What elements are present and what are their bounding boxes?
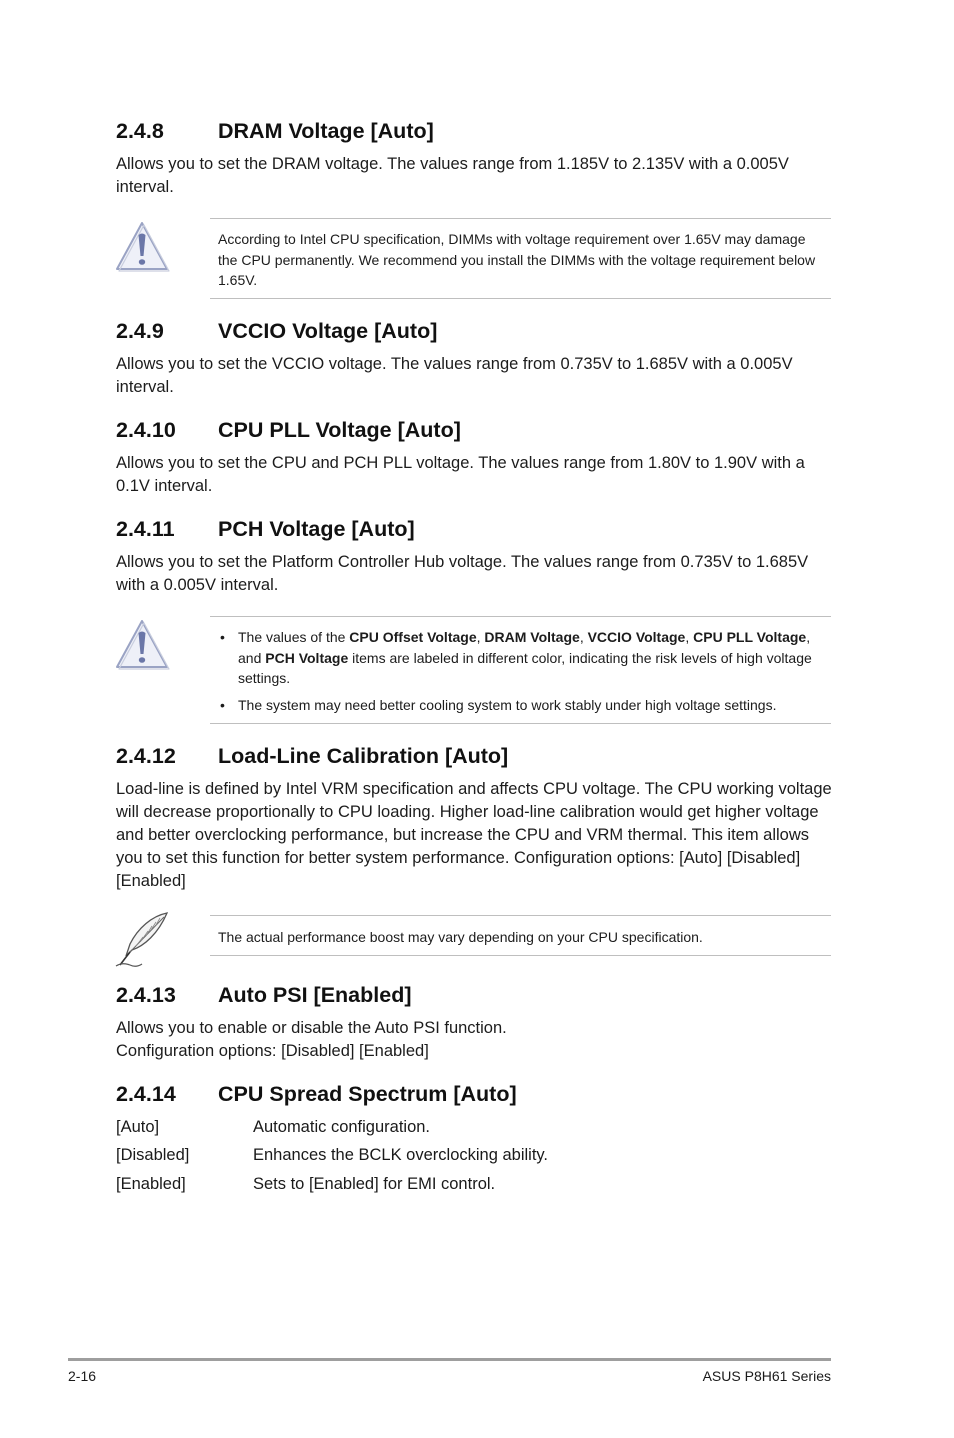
section-body — [116, 452, 832, 498]
note-top-rule — [210, 616, 831, 617]
caution-note — [218, 229, 828, 291]
section-title: PCH Voltage [Auto] — [218, 517, 415, 541]
bold-term: CPU PLL Voltage — [693, 629, 807, 645]
warning-icon — [114, 617, 170, 673]
section-title: DRAM Voltage [Auto] — [218, 119, 434, 143]
section-title: VCCIO Voltage [Auto] — [218, 319, 438, 343]
option-row — [116, 1173, 495, 1196]
section-heading-2-4-10 — [116, 418, 461, 443]
option-desc: Enhances the BCLK overclocking ability. — [253, 1146, 549, 1164]
warning-icon — [114, 219, 170, 275]
section-body — [116, 353, 832, 399]
section-title: CPU PLL Voltage [Auto] — [218, 418, 461, 442]
bullet: • — [220, 629, 225, 645]
list-item — [218, 695, 828, 716]
paragraph: Allows you to set the Platform Controller Hub voltage. The values range from 0.735V to 1.685V with a 0.005V interval. — [116, 553, 809, 594]
paragraph: Allows you to set the DRAM voltage. The values range from 1.185V to 2.135V with a 0.005V interval. — [116, 155, 789, 196]
text: , — [579, 629, 588, 645]
option-key: [Enabled] — [116, 1175, 186, 1193]
page-number: 2-16 — [68, 1368, 97, 1384]
paragraph: Allows you to set the CPU and PCH PLL voltage. The values range from 1.80V to 1.90V with a 0.1V interval. — [116, 454, 805, 495]
section-number: 2.4.14 — [116, 1082, 176, 1106]
section-number: 2.4.9 — [116, 319, 164, 343]
note-bottom-rule — [210, 955, 831, 956]
caution-text: According to Intel CPU specification, DIMMs with voltage requirement over 1.65V may damage the CPU permanently. We recommend you install the DIMMs with the voltage requirement below 1.65V. — [218, 231, 816, 288]
bold-term: PCH Voltage — [265, 649, 349, 666]
note-text: The actual performance boost may vary depending on your CPU specification. — [218, 929, 703, 945]
section-body — [116, 153, 832, 199]
section-number: 2.4.10 — [116, 418, 176, 442]
section-body — [116, 1017, 832, 1063]
paragraph: Allows you to set the VCCIO voltage. The values range from 0.735V to 1.685V with a 0.005V interval. — [116, 355, 793, 396]
bold-term: DRAM Voltage — [484, 629, 580, 645]
option-key: [Disabled] — [116, 1146, 190, 1164]
bullet: • — [220, 696, 225, 713]
text: , and — [238, 629, 811, 666]
section-heading-2-4-11 — [116, 517, 415, 542]
text: , — [476, 629, 485, 645]
paragraph: Allows you to enable or disable the Auto PSI function. — [116, 1019, 507, 1037]
caution-note — [218, 627, 828, 715]
note-top-rule — [210, 915, 831, 916]
option-key: [Auto] — [116, 1118, 160, 1136]
option-desc: Automatic configuration. — [253, 1118, 431, 1136]
section-title: Auto PSI [Enabled] — [218, 983, 412, 1007]
paragraph: Load-line is defined by Intel VRM specification and affects CPU voltage. The CPU working voltage will decrease proportionally to CPU loading. Higher load-line calibration would get higher voltage and better overclocking performance, but increase the CPU and VRM thermal. This item allows you to set this function for better system performance. Configuration options: [Auto] [Disabled] [Enabled] — [116, 780, 832, 890]
section-number: 2.4.13 — [116, 983, 176, 1007]
note — [218, 927, 828, 948]
section-number: 2.4.12 — [116, 744, 176, 768]
option-row — [116, 1144, 548, 1167]
note-bottom-rule — [210, 298, 831, 299]
section-heading-2-4-13 — [116, 983, 412, 1008]
bold-term: VCCIO Voltage — [587, 629, 686, 645]
list-item — [218, 627, 828, 689]
bold-term: CPU Offset Voltage — [349, 629, 477, 645]
footer-rule — [68, 1358, 831, 1361]
section-heading-2-4-9 — [116, 319, 437, 344]
feather-pen-icon — [112, 910, 172, 970]
caution-list — [218, 627, 828, 715]
section-body — [116, 778, 832, 893]
note-bottom-rule — [210, 723, 831, 724]
section-body — [116, 551, 832, 597]
text: The system may need better cooling system to work stably under high voltage settings. — [238, 696, 777, 713]
section-heading-2-4-8 — [116, 119, 434, 144]
paragraph: Configuration options: [Disabled] [Enabled] — [116, 1042, 429, 1060]
section-title: Load-Line Calibration [Auto] — [218, 744, 509, 768]
text: The values of the — [238, 629, 350, 645]
note-top-rule — [210, 218, 831, 219]
section-heading-2-4-14 — [116, 1082, 517, 1107]
section-number: 2.4.11 — [116, 517, 175, 541]
option-desc: Sets to [Enabled] for EMI control. — [253, 1175, 496, 1193]
section-heading-2-4-12 — [116, 744, 508, 769]
footer-title: ASUS P8H61 Series — [702, 1368, 831, 1384]
section-number: 2.4.8 — [116, 119, 164, 143]
option-row — [116, 1116, 430, 1139]
text: , — [685, 629, 694, 645]
text: items are labeled in different color, indicating the risk levels of high voltage settings. — [238, 649, 812, 686]
section-title: CPU Spread Spectrum [Auto] — [218, 1082, 517, 1106]
